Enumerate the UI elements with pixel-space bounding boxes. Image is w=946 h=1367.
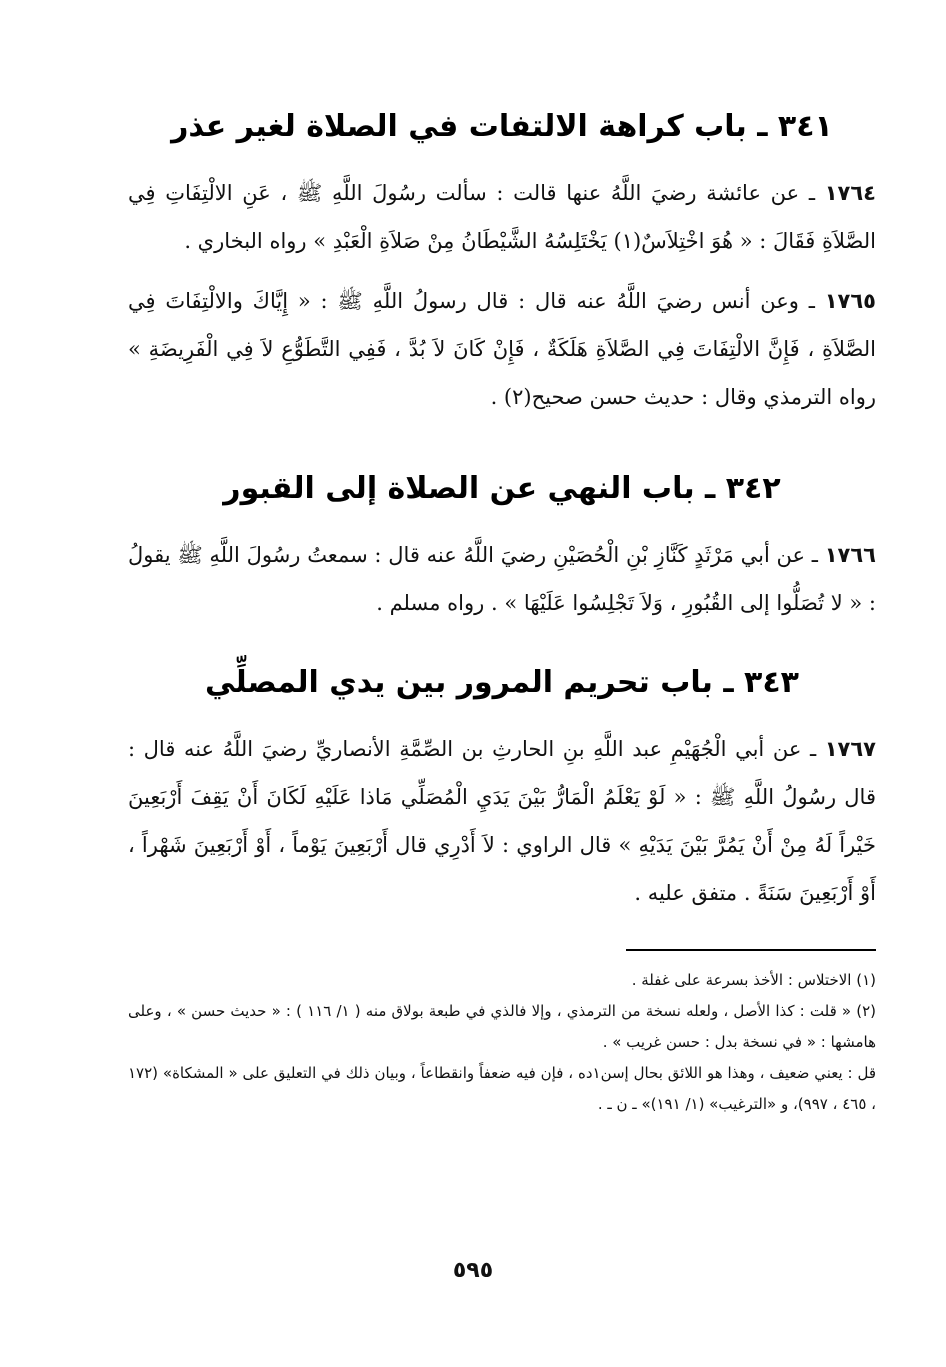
page-number: ٥٩٥ [452,1258,494,1283]
hadith-text: ـ عن أبي الْجُهَيْمِ عبد اللَّهِ بنِ الحارثِ بن الصِّمَّةِ الأنصاريِّ رضيَ اللَّهُ عنه قال : قال رسُولُ اللَّهِ ﷺ : « لَوْ يَعْلَمُ الْمَارُّ بَيْنَ يَدَيِ الْمُصَلِّي مَاذا عَلَيْهِ لَكَانَ أَنْ يَقِفَ أَرْبَعِينَ خَيْراً لَهُ مِنْ أَنْ يَمُرَّ بَيْنَ يَدَيْهِ » قال الراوي : لاَ أَدْرِي قال أَرْبَعِينَ يَوْماً ، أَوْ أَرْبَعِينَ شَهْراً ، أَوْ أَرْبَعِينَ سَنَةً . متفق عليه . [128,737,876,905]
hadith-1767 [128,725,876,917]
chapter-heading-342: ٣٤٢ ـ باب النهي عن الصلاة إلى القبور [223,471,781,506]
hadith-text: ـ وعن أنس رضيَ اللَّهُ عنه قال : قال رسولُ اللَّهِ ﷺ : « إِيَّاكَ والالْتِفَاتَ فِي الصَّلاَةِ ، فَإِنَّ الالْتِفَاتَ فِي الصَّلاَةِ هَلَكَةٌ ، فَإِنْ كَانَ لاَ بُدَّ ، فَفِي التَّطَوُّعِ لاَ فِي الْفَرِيضَةِ » رواه الترمذي وقال : حديث حسن صحيح(٢) . [128,289,876,409]
hadith-number: ١٧٦٦ [824,543,876,567]
footnote-divider [626,949,876,951]
hadith-number: ١٧٦٥ [824,289,876,313]
footnote-1: (١) الاختلاس : الأخذ بسرعة على غفلة . [631,971,876,989]
hadith-text: ـ عن أبي مَرْثَدٍ كَنَّازِ بْنِ الْحُصَيْنِ رضيَ اللَّهُ عنه قال : سمعتُ رسُولَ اللَّهِ ﷺ يقولُ : « لا تُصَلُّوا إلى القُبُورِ ، وَلاَ تَجْلِسُوا عَلَيْهَا » . رواه مسلم . [128,543,876,615]
hadith-number: ١٧٦٤ [824,181,876,205]
footnote-2: (٢) « قلت : كذا الأصل ، ولعله نسخة من الترمذي ، وإلا فالذي في طبعة بولاق منه ( ١/ ١١٦ ) : « حديث حسن » ، وعلى هامشها : « في نسخة بدل : حسن غريب » . [128,1002,877,1051]
book-page [128,95,876,1120]
footnotes [128,965,876,1120]
hadith-text: ـ عن عائشة رضيَ اللَّهُ عنها قالت : سألت رسُولَ اللَّهِ ﷺ ، عَنِ الالْتِفَاتِ فِي الصَّلاَةِ فَقَالَ : « هُوَ اخْتِلاَسٌ(١) يَخْتَلِسُهُ الشَّيْطَانُ مِنْ صَلاَةِ الْعَبْدِ » رواه البخاري . [128,181,876,253]
hadith-1764 [128,169,876,265]
chapter-heading-341: ٣٤١ ـ باب كراهة الالتفات في الصلاة لغير عذر [171,109,833,144]
hadith-1766 [128,531,876,627]
hadith-number: ١٧٦٧ [824,737,876,761]
footnote-2-continuation: قل : يعني ضعيف ، وهذا هو اللائق بحال إسن١ده ، فإن فيه ضعفاً وانقطاعاً ، وبيان ذلك في التعليق على « المشكاة» (١٧٢ ، ٤٦٥ ، ٩٩٧)، و «الترغيب» (١/ ١٩١)» ـ ن ـ . [128,1064,876,1113]
hadith-1765 [128,277,876,421]
chapter-heading-343: ٣٤٣ ـ باب تحريم المرور بين يدي المصلِّي [205,665,799,700]
